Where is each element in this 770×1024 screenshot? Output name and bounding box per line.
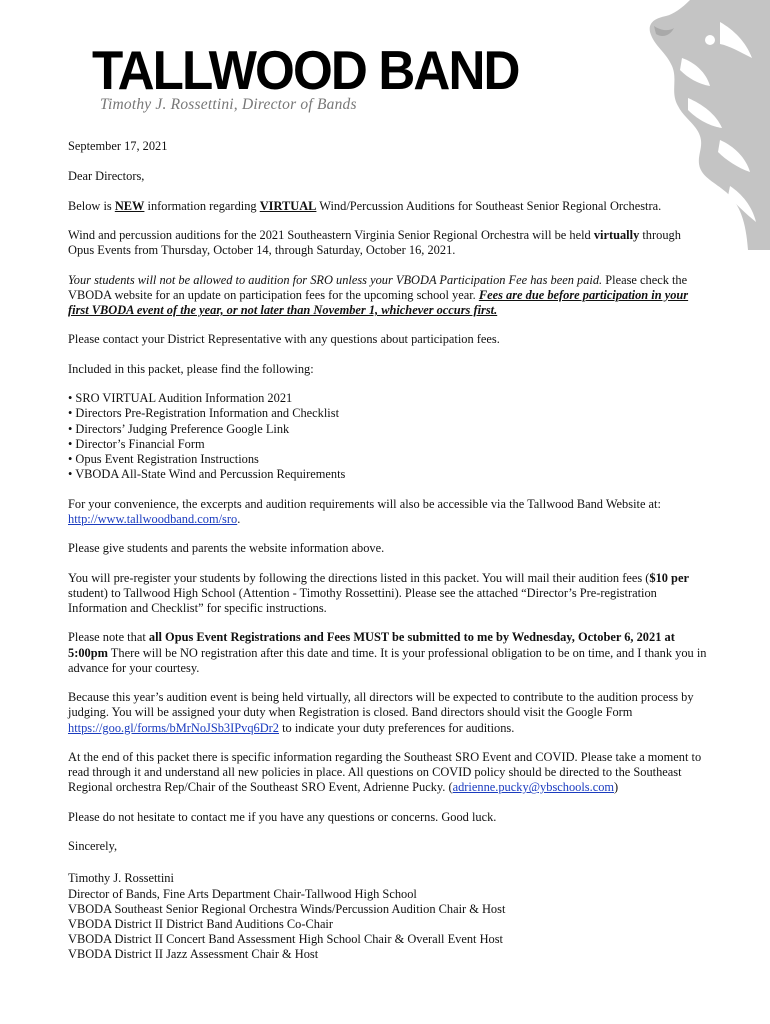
paragraph-fees (68, 273, 708, 319)
text: Below is (68, 198, 115, 213)
closing: Sincerely, (68, 839, 118, 854)
salutation: Dear Directors, (68, 169, 145, 184)
list-item: • Opus Event Registration Instructions (68, 451, 259, 466)
text: student) to Tallwood High School (Attention - Timothy Rossettini). Please see the attached “Director’s Pre-registration Information and Checklist” for specific instructions. (68, 585, 657, 615)
emphasis-virtual: VIRTUAL (259, 198, 317, 213)
text: At the end of this packet there is specific information regarding the Southeast SRO Event and COVID. Please take a moment to read through it and understand all new policies in place. All questions on COVID policy should be directed to the Southeast Regional orchestra Rep/Chair of the Southeast SRO Event, Adrienne Pucky. ( (68, 749, 702, 795)
text: There will be NO registration after this date and time. It is your professional obligation to be on time, and I thank you in advance for your courtesy. (68, 645, 707, 675)
fee-deadline: Fees are due before participation in your first VBODA event of the year, or not later than November 1, whichever occurs first. (68, 287, 689, 317)
fee-warning: Your students will not be allowed to audition for SRO unless your VBODA Participation Fee has been paid. (68, 272, 603, 287)
signature-line: VBODA District II Concert Band Assessment High School Chair & Overall Event Host (68, 932, 503, 947)
text: Wind and percussion auditions for the 2021 Southeastern Virginia Senior Regional Orchestra will be held (68, 227, 594, 242)
text: Because this year’s audition event is being held virtually, all directors will be expected to contribute to the audition process by judging. You will be assigned your duty when Registration is closed. Band directors should visit the Google Form (68, 690, 694, 720)
fee-amount: $10 per (649, 570, 689, 585)
paragraph-good-luck: Please do not hesitate to contact me if you have any questions or concerns. Good luck. (68, 809, 497, 824)
list-item: • Directors Pre-Registration Information and Checklist (68, 406, 340, 421)
signature-line: Director of Bands, Fine Arts Department Chair-Tallwood High School (68, 886, 417, 901)
text: You will pre-register your students by following the directions listed in this packet. You will mail their audition fees ( (68, 570, 650, 585)
director-subtitle: Timothy J. Rossettini, Director of Bands (100, 96, 357, 113)
letterhead (92, 39, 551, 114)
band-title: TALLWOOD BAND (92, 39, 519, 101)
list-item: • Director’s Financial Form (68, 436, 205, 451)
text: information regarding (144, 198, 260, 213)
registration-deadline: all Opus Event Registrations and Fees MUST be submitted to me by Wednesday, October 6, 2021 at 5:00pm (68, 630, 675, 660)
signature-line: Timothy J. Rossettini (68, 871, 174, 886)
emphasis-virtually: virtually (593, 227, 640, 242)
text: For your convenience, the excerpts and audition requirements will also be accessible via the Tallwood Band Website at: (68, 496, 661, 511)
text: through Opus Events from Thursday, October 14, through Saturday, October 16, 2021. (68, 227, 681, 258)
paragraph-deadline (68, 630, 708, 676)
list-item: • Directors’ Judging Preference Google Link (68, 421, 290, 436)
text: Please check the VBODA website for an update on participation fees for the upcoming school year. (68, 272, 688, 302)
paragraph-website (68, 497, 708, 527)
signature-line: VBODA District II District Band Auditions Co-Chair (68, 916, 334, 931)
signature-block (68, 871, 708, 962)
text: Wind/Percussion Auditions for Southeast Senior Regional Orchestra. (316, 198, 662, 213)
paragraph-preregister (68, 571, 708, 617)
signature-line: VBODA Southeast Senior Regional Orchestra Winds/Percussion Audition Chair & Host (68, 901, 506, 916)
paragraph-judging (68, 690, 708, 736)
paragraph-give-info: Please give students and parents the website information above. (68, 541, 385, 556)
paragraph-included: Included in this packet, please find the following: (68, 361, 314, 376)
list-item: • VBODA All-State Wind and Percussion Requirements (68, 467, 346, 482)
emphasis-new: NEW (114, 198, 145, 213)
paragraph-contact-rep: Please contact your District Representative with any questions about participation fees. (68, 332, 500, 347)
google-form-link[interactable]: https://goo.gl/forms/bMrNoJSb3IPvq6Dr2 (68, 720, 279, 735)
email-link[interactable]: adrienne.pucky@ybschools.com (452, 780, 615, 795)
paragraph-covid (68, 750, 708, 796)
signature-line: VBODA District II Jazz Assessment Chair & Host (68, 947, 319, 962)
text: ) (614, 780, 619, 795)
list-item: • SRO VIRTUAL Audition Information 2021 (68, 391, 293, 406)
paragraph-new-info (68, 199, 708, 214)
paragraph-audition-dates (68, 228, 708, 258)
letter-body (68, 139, 708, 963)
text: Please note that (68, 630, 149, 645)
letter-date: September 17, 2021 (68, 139, 168, 153)
text: . (237, 511, 241, 526)
packet-list (68, 391, 708, 482)
text: to indicate your duty preferences for auditions. (279, 720, 515, 735)
website-link[interactable]: http://www.tallwoodband.com/sro (68, 511, 238, 526)
